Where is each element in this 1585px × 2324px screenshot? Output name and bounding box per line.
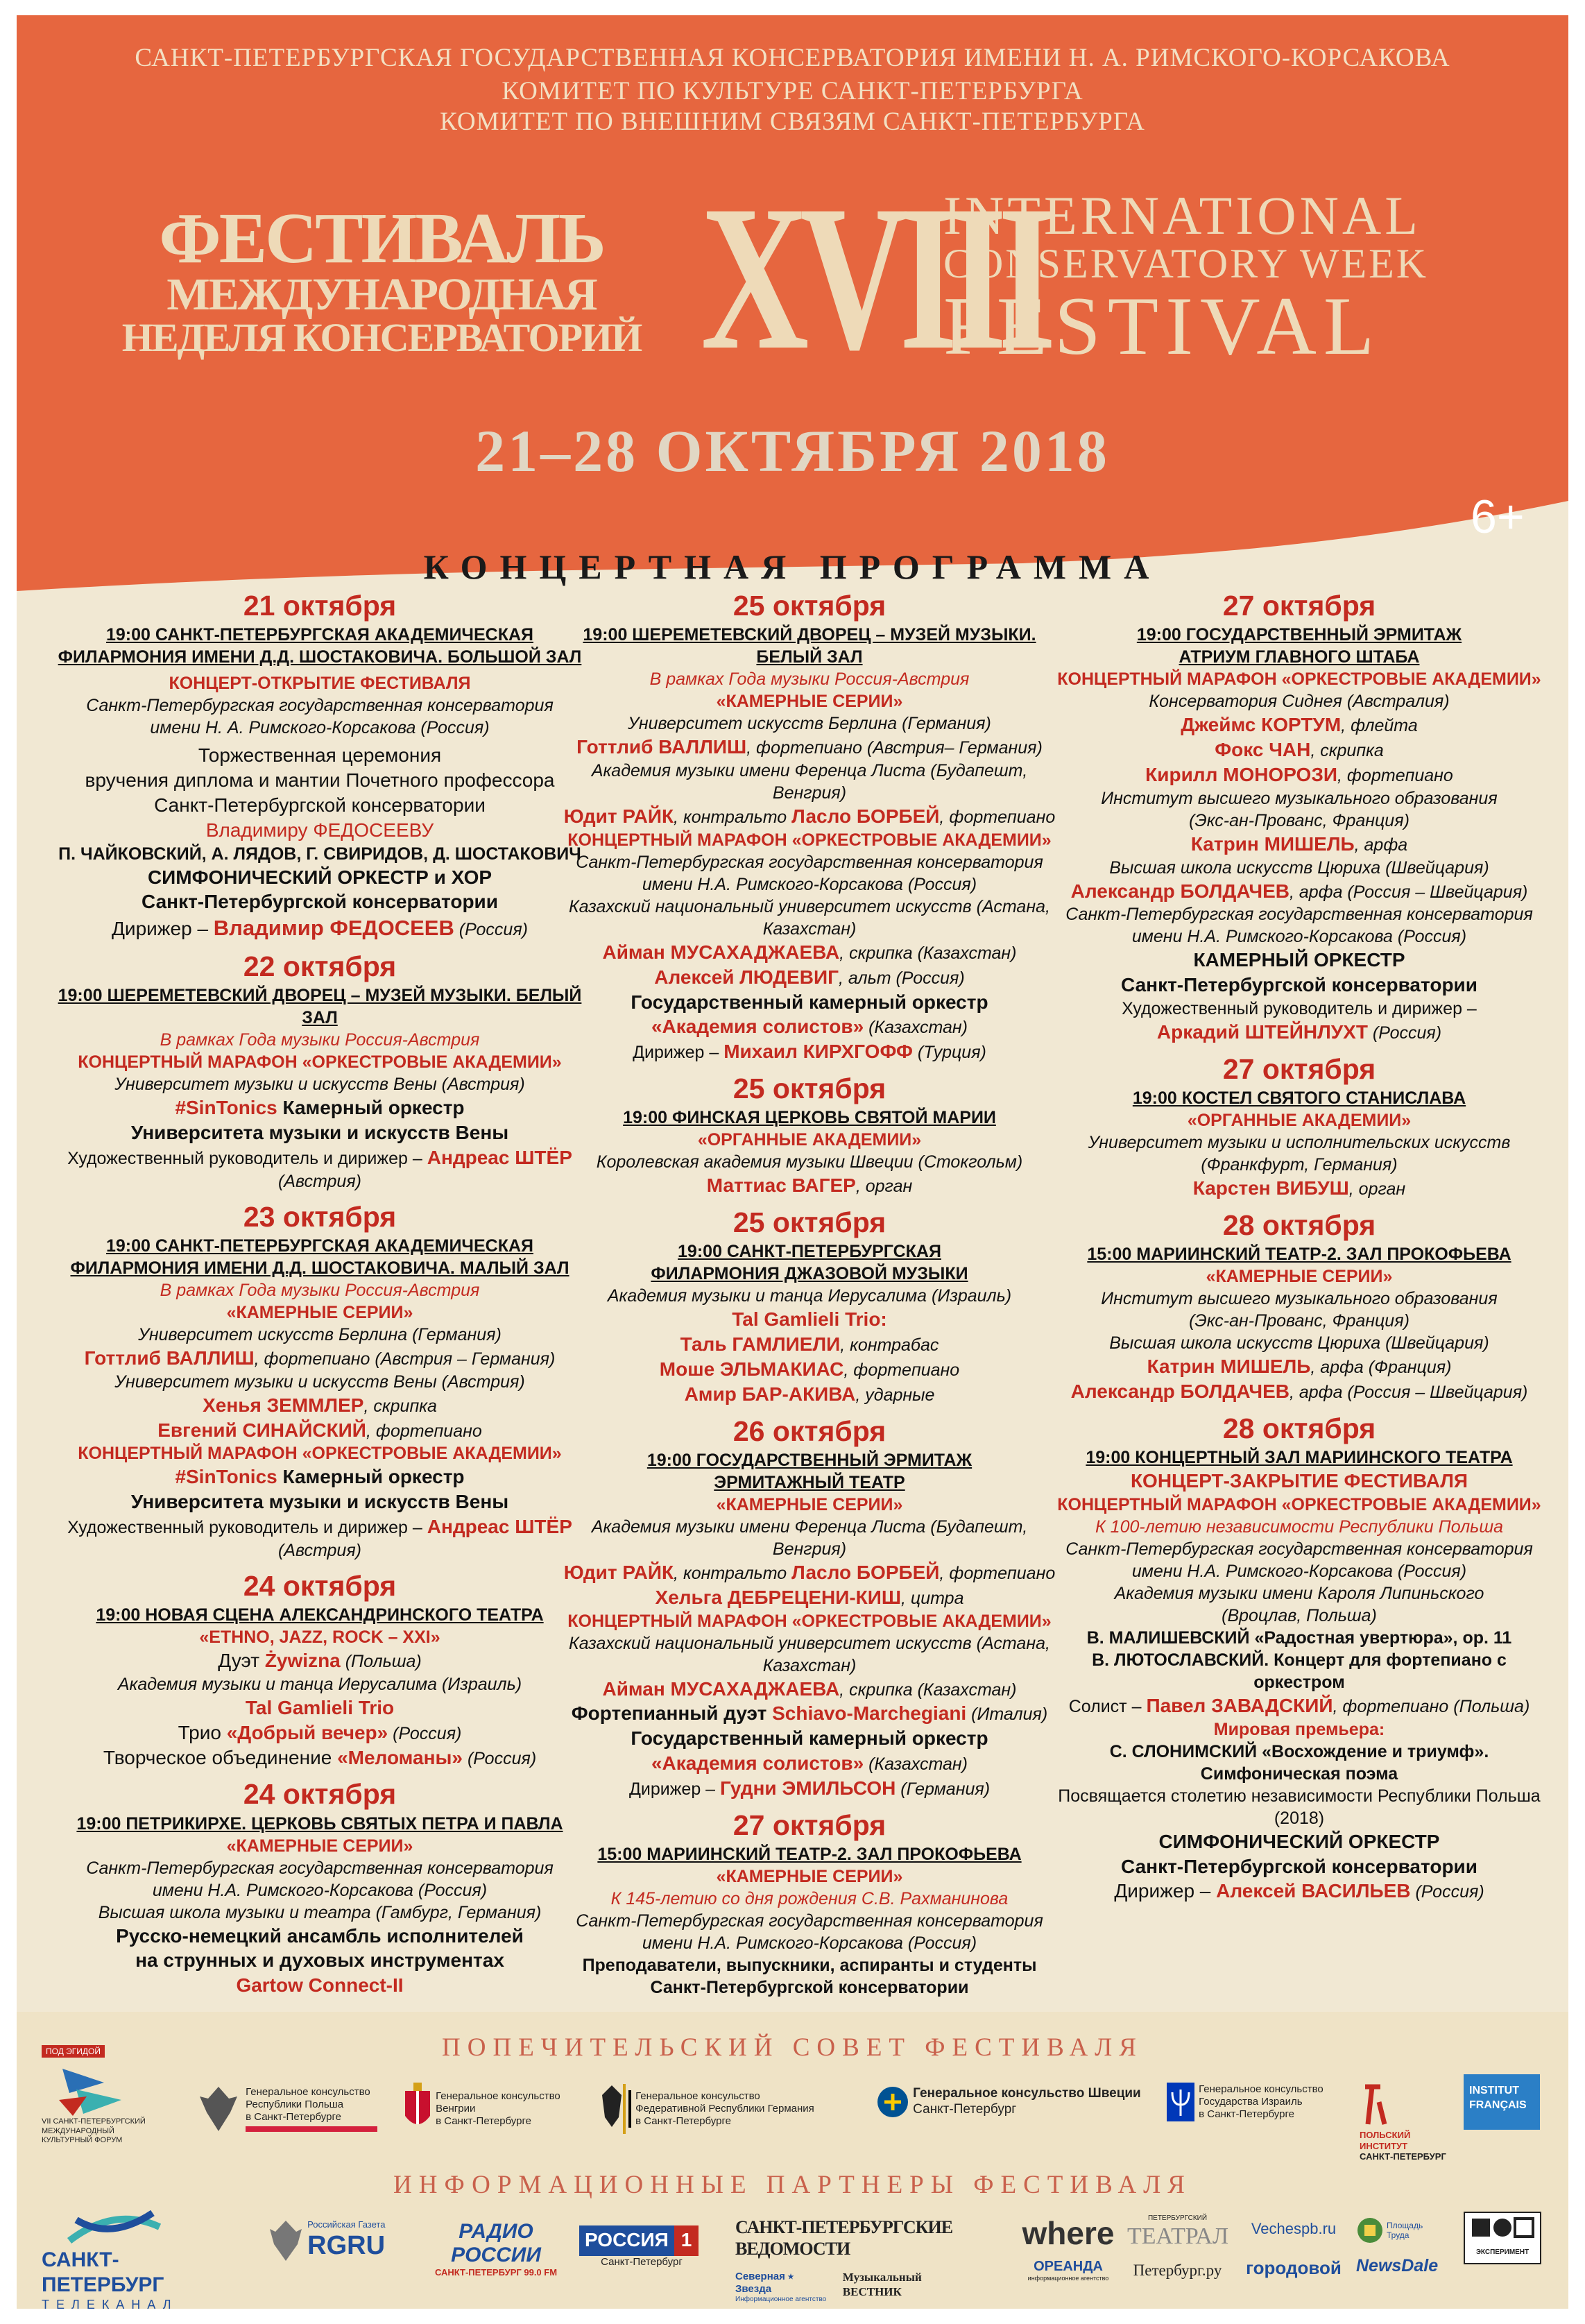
series-note: В рамках Года музыки Россия-Австрия bbox=[649, 669, 970, 690]
performer-institution: Консерватория Сиднея (Австралия) bbox=[1149, 692, 1450, 712]
repertoire: В. МАЛИШЕВСКИЙ «Радостная увертюра», ор. 11 bbox=[1086, 1627, 1512, 1648]
ensemble: «Академия солистов» (Казахстан) bbox=[651, 1016, 968, 1038]
performer: Хельга ДЕБРЕЦЕНИ-КИШ, цитра bbox=[655, 1586, 964, 1608]
performer: Александр БОЛДАЧЕВ, арфа (Россия – Швейцария) bbox=[1070, 880, 1528, 902]
venue: ФИЛАРМОНИЯ ИМЕНИ Д.Д. ШОСТАКОВИЧА. БОЛЬШОЙ ЗАЛ bbox=[58, 647, 582, 667]
sweden-crown-icon bbox=[875, 2081, 910, 2123]
performer-institution: Университет искусств Берлина (Германия) bbox=[628, 714, 991, 734]
concert-title: КОНЦЕРТ-ОТКРЫТИЕ ФЕСТИВАЛЯ bbox=[169, 674, 471, 694]
concert-title: «КАМЕРНЫЕ СЕРИИ» bbox=[226, 1836, 413, 1856]
performer: Хенья ЗЕММЛЕР, скрипка bbox=[203, 1394, 437, 1416]
performer-institution: имени Н.А. Римского-Корсакова (Россия) bbox=[1131, 927, 1467, 947]
performer: Tal Gamlieli Trio: bbox=[732, 1308, 887, 1331]
ceremony-honoree: Владимиру ФЕДОСЕЕВУ bbox=[205, 819, 434, 841]
series-note: В рамках Года музыки Россия-Австрия bbox=[160, 1030, 480, 1050]
performer: Джеймс КОРТУМ, флейта bbox=[1181, 714, 1418, 736]
repertoire: Симфоническая поэма bbox=[1200, 1763, 1398, 1784]
program-column-3 bbox=[1047, 588, 1551, 1904]
premiere-label: Мировая премьера: bbox=[1213, 1719, 1385, 1739]
venue: 19:00 ШЕРЕМЕТЕВСКИЙ ДВОРЕЦ – МУЗЕЙ МУЗЫКИ. БЕЛЫЙ ЗАЛ bbox=[58, 986, 582, 1028]
ensemble: Санкт-Петербургской консерватории bbox=[650, 1977, 969, 1997]
concert-date: 25 октября bbox=[732, 590, 886, 622]
experiment-logo: ЭКСПЕРИМЕНТ bbox=[1464, 2212, 1541, 2264]
ensemble: Русско-немецкий ансамбль исполнителей bbox=[116, 1924, 524, 1947]
partners-heading: ИНФОРМАЦИОННЫЕ ПАРТНЕРЫ ФЕСТИВАЛЯ bbox=[393, 2171, 1192, 2199]
ensemble: СИМФОНИЧЕСКИЙ ОРКЕСТР и ХОР bbox=[147, 866, 492, 888]
performer: Александр БОЛДАЧЕВ, арфа (Россия – Швейцария) bbox=[1070, 1381, 1528, 1403]
concert-date: 27 октября bbox=[1222, 590, 1376, 622]
performer-institution: Высшая школа искусств Цюриха (Швейцария) bbox=[1109, 857, 1489, 878]
consulate-poland-logo: Генеральное консульство Республики Польша в Санкт-Петербурге bbox=[194, 2081, 395, 2137]
concert-date: 28 октября bbox=[1222, 1208, 1376, 1241]
venue: АТРИУМ ГЛАВНОГО ШТАБА bbox=[1179, 647, 1420, 667]
performer: Амир БАР-АКИВА, ударные bbox=[684, 1383, 935, 1405]
venue: 19:00 ПЕТРИКИРХЕ. ЦЕРКОВЬ СВЯТЫХ ПЕТРА И ПАВЛА bbox=[76, 1813, 563, 1834]
concert-title: «КАМЕРНЫЕ СЕРИИ» bbox=[226, 1302, 413, 1322]
performer-institution: Высшая школа искусств Цюриха (Швейцария) bbox=[1109, 1333, 1489, 1353]
performer: Трио «Добрый вечер» (Россия) bbox=[178, 1721, 462, 1743]
performer-institution: Академия музыки и танца Иерусалима (Израиль) bbox=[117, 1674, 522, 1694]
performer: Маттиас ВАГЕР, орган bbox=[706, 1174, 913, 1197]
concert-title: «ОРГАННЫЕ АКАДЕМИИ» bbox=[1187, 1111, 1412, 1131]
hungary-coat-of-arms-icon bbox=[402, 2081, 433, 2137]
experiment-icon bbox=[1465, 2213, 1540, 2245]
title-en-festival: FESTIVAL bbox=[943, 280, 1382, 372]
performer-institution: (Франкфурт, Германия) bbox=[1201, 1155, 1398, 1175]
title-international: МЕЖДУНАРОДНАЯ bbox=[166, 269, 597, 320]
program-column-2 bbox=[559, 588, 1060, 1999]
conductor-line: Художественный руководитель и дирижер – Андреас ШТЁР (Австрия) bbox=[67, 1146, 572, 1191]
conductor-line: Аркадий ШТЕЙНЛУХТ (Россия) bbox=[1156, 1021, 1442, 1043]
cultural-forum-logo: ПОД ЭГИДОЙ VII САНКТ-ПЕТЕРБУРГСКИЙ МЕЖДУНАРОДНЫЙ КУЛЬТУРНЫЙ ФОРУМ bbox=[42, 2047, 146, 2144]
organizer-line-1: САНКТ-ПЕТЕРБУРГСКАЯ ГОСУДАРСТВЕННАЯ КОНСЕРВАТОРИЯ ИМЕНИ Н. А. РИМСКОГО-КОРСАКОВА bbox=[135, 44, 1450, 72]
venue: 19:00 САНКТ-ПЕТЕРБУРГСКАЯ АКАДЕМИЧЕСКАЯ bbox=[105, 1236, 533, 1256]
title-numeral: XVIII bbox=[701, 162, 1047, 393]
concert-title: КОНЦЕРТНЫЙ МАРАФОН «ОРКЕСТРОВЫЕ АКАДЕМИИ» bbox=[567, 830, 1052, 850]
consulate-hungary-logo: Генеральное консульство Венгрии в Санкт-Петербурге bbox=[402, 2081, 590, 2137]
concert-date: 28 октября bbox=[1222, 1412, 1376, 1444]
performer: Айман МУСАХАДЖАЕВА, скрипка (Казахстан) bbox=[602, 941, 1017, 963]
performer-institution: имени Н.А. Римского-Корсакова (Россия) bbox=[1131, 1561, 1467, 1581]
consulate-sweden-logo: Генеральное консульство Швеции Санкт-Петербург bbox=[875, 2081, 1153, 2123]
ensemble: #SinTonics Камерный оркестр bbox=[175, 1466, 465, 1488]
performer-institution: Академия музыки имени Ференца Листа (Будапешт, Венгрия) bbox=[591, 1516, 1028, 1559]
concert-title: «ОРГАННЫЕ АКАДЕМИИ» bbox=[697, 1130, 922, 1150]
conductor-line: Дирижер – Михаил КИРХГОФФ (Турция) bbox=[633, 1041, 986, 1063]
rg-ru-logo: Российская Газета RGRU bbox=[267, 2216, 406, 2265]
performer: Евгений СИНАЙСКИЙ, фортепиано bbox=[157, 1419, 482, 1441]
program-heading: КОНЦЕРТНАЯ ПРОГРАММА bbox=[423, 547, 1162, 586]
consulate-germany-logo: Генеральное консульство Федеративной Республики Германия в Санкт-Петербурге bbox=[598, 2081, 834, 2137]
concert-title: «КАМЕРНЫЕ СЕРИИ» bbox=[716, 1866, 903, 1886]
performer: Алексей ЛЮДЕВИГ, альт (Россия) bbox=[654, 966, 965, 988]
venue: 15:00 МАРИИНСКИЙ ТЕАТР-2. ЗАЛ ПРОКОФЬЕВА bbox=[1087, 1245, 1511, 1265]
concert-date: 21 октября bbox=[243, 590, 397, 622]
performer: Творческое объединение «Меломаны» (Россия) bbox=[103, 1746, 537, 1768]
russia-1-logo: РОССИЯ 1 Санкт-Петербург bbox=[579, 2225, 704, 2269]
performer: Дуэт Żywizna (Польша) bbox=[218, 1650, 422, 1672]
russian-eagle-icon bbox=[267, 2216, 305, 2265]
performer-institution: Казахский национальный университет искусств (Астана, Казахстан) bbox=[569, 896, 1050, 939]
conductor-line: Дирижер – Алексей ВАСИЛЬЕВ (Россия) bbox=[1114, 1880, 1484, 1902]
ensemble: #SinTonics Камерный оркестр bbox=[175, 1097, 465, 1119]
ensemble: Преподаватели, выпускники, аспиранты и студенты bbox=[582, 1955, 1037, 1975]
venue: 19:00 ГОСУДАРСТВЕННЫЙ ЭРМИТАЖ bbox=[1136, 625, 1462, 645]
series-note: В рамках Года музыки Россия-Австрия bbox=[160, 1280, 480, 1300]
performer-institution: имени Н. А. Римского-Корсакова (Россия) bbox=[150, 718, 490, 738]
venue: ЭРМИТАЖНЫЙ ТЕАТР bbox=[714, 1472, 905, 1492]
performer: Фокс ЧАН, скрипка bbox=[1215, 739, 1384, 761]
venue: ФИЛАРМОНИЯ ИМЕНИ Д.Д. ШОСТАКОВИЧА. МАЛЫЙ ЗАЛ bbox=[70, 1258, 569, 1278]
venue: 19:00 НОВАЯ СЦЕНА АЛЕКСАНДРИНСКОГО ТЕАТРА bbox=[96, 1605, 544, 1625]
ceremony-text: Торжественная церемония bbox=[198, 744, 442, 767]
where-oreanda-logo: where ОРЕАНДА информационное агентство bbox=[1022, 2215, 1115, 2282]
venue: 19:00 КОСТЕЛ СВЯТОГО СТАНИСЛАВА bbox=[1132, 1088, 1466, 1109]
performer: Кирилл МОНОРОЗИ, фортепиано bbox=[1145, 763, 1453, 785]
organizer-line-2: КОМИТЕТ ПО КУЛЬТУРЕ САНКТ-ПЕТЕРБУРГА bbox=[502, 77, 1083, 105]
polish-institute-icon bbox=[1360, 2081, 1387, 2130]
performer-institution: (Вроцлав, Польша) bbox=[1222, 1605, 1377, 1625]
ensemble: Государственный камерный оркестр bbox=[631, 1727, 988, 1750]
concert-date: 24 октября bbox=[243, 1778, 397, 1811]
performer-institution: Казахский национальный университет искусств (Астана, Казахстан) bbox=[569, 1633, 1050, 1675]
performer: Готтлиб ВАЛЛИШ, фортепиано (Австрия– Германия) bbox=[576, 736, 1043, 758]
performer-institution: Высшая школа музыки и театра (Гамбург, Германия) bbox=[98, 1902, 542, 1922]
performer-institution: Институт высшего музыкального образования bbox=[1101, 1289, 1498, 1309]
conductor-label: Художественный руководитель и дирижер – bbox=[1122, 999, 1477, 1019]
composers: П. ЧАЙКОВСКИЙ, А. ЛЯДОВ, Г. СВИРИДОВ, Д. ШОСТАКОВИЧ bbox=[58, 844, 581, 864]
ploshchad-newsdale-logo: Площадь Труда NewsDale bbox=[1356, 2216, 1446, 2276]
concert-title: «КАМЕРНЫЕ СЕРИИ» bbox=[716, 1494, 903, 1514]
concert-title: КОНЦЕРТНЫЙ МАРАФОН «ОРКЕСТРОВЫЕ АКАДЕМИИ» bbox=[1057, 1494, 1541, 1514]
peterburgsky-teatral-logo: ПЕТЕРБУРГСКИЙ ТЕАТРАЛ Петербург.ру bbox=[1127, 2214, 1229, 2279]
concert-date: 25 октября bbox=[732, 1206, 886, 1239]
performer: Юдит РАЙК, контральто Ласло БОРБЕЙ, фортепиано bbox=[563, 1561, 1056, 1583]
performer-institution: Университет музыки и искусств Вены (Австрия) bbox=[114, 1075, 525, 1095]
israel-menorah-icon bbox=[1165, 2081, 1196, 2123]
performer-institution: Университет музыки и искусств Вены (Австрия) bbox=[114, 1372, 525, 1392]
ensemble: СИМФОНИЧЕСКИЙ ОРКЕСТР bbox=[1158, 1830, 1440, 1852]
performer: Катрин МИШЕЛЬ, арфа (Франция) bbox=[1147, 1356, 1452, 1378]
concert-date: 27 октября bbox=[1222, 1052, 1376, 1085]
venue: 19:00 ГОСУДАРСТВЕННЫЙ ЭРМИТАЖ bbox=[646, 1450, 973, 1470]
performer-institution: (Экс-ан-Прованс, Франция) bbox=[1189, 810, 1410, 830]
performer-institution: Санкт-Петербургская государственная консерватория bbox=[86, 1858, 554, 1878]
title-en-conservatory-week: CONSERVATORY WEEK bbox=[943, 241, 1429, 287]
performer: Катрин МИШЕЛЬ, арфа bbox=[1190, 832, 1408, 855]
venue: 19:00 КОНЦЕРТНЫЙ ЗАЛ МАРИИНСКОГО ТЕАТРА bbox=[1086, 1448, 1513, 1468]
venue: ФИЛАРМОНИЯ ДЖАЗОВОЙ МУЗЫКИ bbox=[651, 1264, 968, 1284]
spb-tv-logo: САНКТ-ПЕТЕРБУРГ ТЕЛЕКАНАЛ bbox=[42, 2199, 229, 2313]
concert-title: КОНЦЕРТНЫЙ МАРАФОН «ОРКЕСТРОВЫЕ АКАДЕМИИ» bbox=[567, 1611, 1052, 1631]
concert-title: «КАМЕРНЫЕ СЕРИИ» bbox=[716, 692, 903, 712]
radio-russia-logo: РАДИО РОССИИ САНКТ-ПЕТЕРБУРГ 99.0 FM bbox=[434, 2220, 558, 2278]
concert-title: КОНЦЕРТНЫЙ МАРАФОН «ОРКЕСТРОВЫЕ АКАДЕМИИ» bbox=[78, 1052, 562, 1073]
performer-institution: (Экс-ан-Прованс, Франция) bbox=[1189, 1311, 1410, 1331]
performer: Солист – Павел ЗАВАДСКИЙ, фортепиано (Польша) bbox=[1068, 1694, 1530, 1716]
title-en-international: INTERNATIONAL bbox=[943, 185, 1421, 246]
performer-institution: Академия музыки имени Ференца Листа (Будапешт, Венгрия) bbox=[591, 761, 1028, 803]
ensemble: Санкт-Петербургской консерватории bbox=[1121, 1855, 1477, 1877]
concert-date: 26 октября bbox=[732, 1415, 886, 1447]
performer-institution: Санкт-Петербургская государственная консерватория bbox=[576, 1911, 1043, 1931]
forum-icon bbox=[55, 2062, 125, 2117]
performer: Моше ЭЛЬМАКИАС, фортепиано bbox=[659, 1358, 960, 1381]
consulate-israel-logo: Генеральное консульство Государства Израиль в Санкт-Петербурге bbox=[1165, 2081, 1353, 2123]
venue: 19:00 САНКТ-ПЕТЕРБУРГСКАЯ bbox=[678, 1242, 941, 1262]
performer: Фортепианный дуэт Schiavo-Marchegiani (Италия) bbox=[571, 1702, 1048, 1725]
ploshchad-truda-icon bbox=[1356, 2216, 1384, 2244]
performer-institution: Институт высшего музыкального образования bbox=[1101, 788, 1498, 808]
repertoire: В. ЛЮТОСЛАВСКИЙ. Концерт для фортепиано с оркестром bbox=[1092, 1650, 1507, 1692]
ensemble: Университета музыки и искусств Вены bbox=[130, 1491, 509, 1513]
performer-institution: Санкт-Петербургская государственная консерватория bbox=[1065, 905, 1533, 925]
title-conservatory-week: НЕДЕЛЯ КОНСЕРВАТОРИЙ bbox=[121, 315, 642, 360]
ensemble: «Академия солистов» (Казахстан) bbox=[651, 1752, 968, 1775]
performer-institution: Санкт-Петербургская государственная консерватория bbox=[86, 696, 554, 716]
concert-title: КОНЦЕРТ-ЗАКРЫТИЕ ФЕСТИВАЛЯ bbox=[1130, 1470, 1468, 1492]
performer-institution: Университет музыки и исполнительских искусств bbox=[1088, 1133, 1511, 1153]
organizer-line-3: КОМИТЕТ ПО ВНЕШНИМ СВЯЗЯМ САНКТ-ПЕТЕРБУРГА bbox=[440, 108, 1145, 136]
concert-title: «ETHNO, JAZZ, ROCK – XXI» bbox=[199, 1627, 440, 1648]
council-heading: ПОПЕЧИТЕЛЬСКИЙ СОВЕТ ФЕСТИВАЛЯ bbox=[442, 2033, 1143, 2062]
ensemble: Университета музыки и искусств Вены bbox=[130, 1121, 509, 1143]
concert-date: 24 октября bbox=[243, 1569, 397, 1602]
performer: Юдит РАЙК, контральто Ласло БОРБЕЙ, фортепиано bbox=[563, 805, 1056, 828]
performer-institution: Академия музыки и танца Иерусалима (Израиль) bbox=[607, 1286, 1012, 1306]
venue: 15:00 МАРИИНСКИЙ ТЕАТР-2. ЗАЛ ПРОКОФЬЕВА bbox=[597, 1844, 1022, 1864]
performer-institution: имени Н.А. Римского-Корсакова (Россия) bbox=[642, 874, 977, 894]
concert-title: КОНЦЕРТНЫЙ МАРАФОН «ОРКЕСТРОВЫЕ АКАДЕМИИ» bbox=[1057, 669, 1541, 690]
spb-tv-icon bbox=[62, 2199, 166, 2248]
dedication: Посвящается столетию независимости Республики Польша (2018) bbox=[1058, 1786, 1541, 1828]
concert-date: 27 октября bbox=[732, 1809, 886, 1841]
concert-date: 23 октября bbox=[243, 1200, 397, 1233]
ensemble: на струнных и духовых инструментах bbox=[135, 1949, 504, 1972]
ensemble-name: Gartow Connect-II bbox=[236, 1974, 404, 1997]
conductor-line: Дирижер – Гудни ЭМИЛЬСОН (Германия) bbox=[628, 1777, 991, 1799]
performer: Tal Gamlieli Trio bbox=[245, 1696, 395, 1718]
series-note: К 100-летию независимости Республики Польша bbox=[1095, 1516, 1503, 1537]
conductor-line: Дирижер – Владимир ФЕДОСЕЕВ (Россия) bbox=[111, 916, 529, 941]
concert-date: 22 октября bbox=[243, 950, 397, 982]
polish-institute-logo: ПОЛЬСКИЙ ИНСТИТУТ САНКТ-ПЕТЕРБУРГ bbox=[1360, 2081, 1450, 2162]
venue: 19:00 САНКТ-ПЕТЕРБУРГСКАЯ АКАДЕМИЧЕСКАЯ bbox=[105, 625, 533, 645]
spb-vedomosti-logo: САНКТ-ПЕТЕРБУРГСКИЕ ВЕДОМОСТИ Северная ⭑ Звезда Информационное агентство Музыкальный ВЕСТНИК bbox=[735, 2217, 953, 2304]
repertoire: С. СЛОНИМСКИЙ «Восхождение и триумф». bbox=[1109, 1741, 1489, 1761]
performer-institution: имени Н.А. Римского-Корсакова (Россия) bbox=[152, 1880, 488, 1900]
concert-date: 25 октября bbox=[732, 1073, 886, 1105]
concert-title: «КАМЕРНЫЕ СЕРИИ» bbox=[1206, 1267, 1393, 1287]
performer: Айман МУСАХАДЖАЕВА, скрипка (Казахстан) bbox=[602, 1677, 1017, 1700]
ceremony-text: Санкт-Петербургской консерватории bbox=[154, 794, 486, 816]
program-column-1 bbox=[54, 588, 585, 1998]
concert-title: КОНЦЕРТНЫЙ МАРАФОН «ОРКЕСТРОВЫЕ АКАДЕМИИ» bbox=[78, 1444, 562, 1464]
performer: Карстен ВИБУШ, орган bbox=[1192, 1177, 1406, 1199]
ensemble: Государственный камерный оркестр bbox=[631, 991, 988, 1013]
ensemble: Санкт-Петербургской консерватории bbox=[142, 891, 498, 913]
series-note: К 145-летию со дня рождения С.В. Рахманинова bbox=[610, 1888, 1009, 1908]
ceremony-text: вручения диплома и мантии Почетного профессора bbox=[85, 769, 555, 792]
germany-eagle-icon bbox=[598, 2081, 626, 2137]
ensemble: КАМЕРНЫЙ ОРКЕСТР bbox=[1193, 949, 1405, 971]
performer: Таль ГАМЛИЕЛИ, контрабас bbox=[680, 1333, 939, 1356]
veche-gorodovoy-logo: Vechespb.ru городовой bbox=[1246, 2220, 1342, 2279]
performer: Готтлиб ВАЛЛИШ, фортепиано (Австрия – Германия) bbox=[84, 1347, 556, 1369]
age-rating: 6+ bbox=[1471, 490, 1525, 543]
festival-dates: 21–28 ОКТЯБРЯ 2018 bbox=[475, 418, 1110, 484]
poland-eagle-icon bbox=[194, 2081, 243, 2137]
performer-institution: Академия музыки имени Кароля Липиньского bbox=[1114, 1583, 1484, 1603]
ensemble: Санкт-Петербургской консерватории bbox=[1121, 974, 1477, 996]
conductor-line: Художественный руководитель и дирижер – Андреас ШТЁР (Австрия) bbox=[67, 1516, 572, 1560]
venue: 19:00 ФИНСКАЯ ЦЕРКОВЬ СВЯТОЙ МАРИИ bbox=[623, 1108, 996, 1128]
performer-institution: Санкт-Петербургская государственная консерватория bbox=[1065, 1539, 1533, 1559]
venue: 19:00 ШЕРЕМЕТЕВСКИЙ ДВОРЕЦ – МУЗЕЙ МУЗЫКИ. БЕЛЫЙ ЗАЛ bbox=[583, 625, 1036, 667]
performer-institution: Университет искусств Берлина (Германия) bbox=[138, 1324, 502, 1344]
institut-francais-logo: INSTITUT FRANÇAIS bbox=[1464, 2074, 1540, 2130]
title-festival: ФЕСТИВАЛЬ bbox=[159, 198, 604, 278]
performer-institution: Королевская академия музыки Швеции (Стокгольм) bbox=[596, 1152, 1023, 1172]
performer-institution: Санкт-Петербургская государственная консерватория bbox=[576, 852, 1043, 872]
performer-institution: имени Н.А. Римского-Корсакова (Россия) bbox=[642, 1933, 977, 1953]
